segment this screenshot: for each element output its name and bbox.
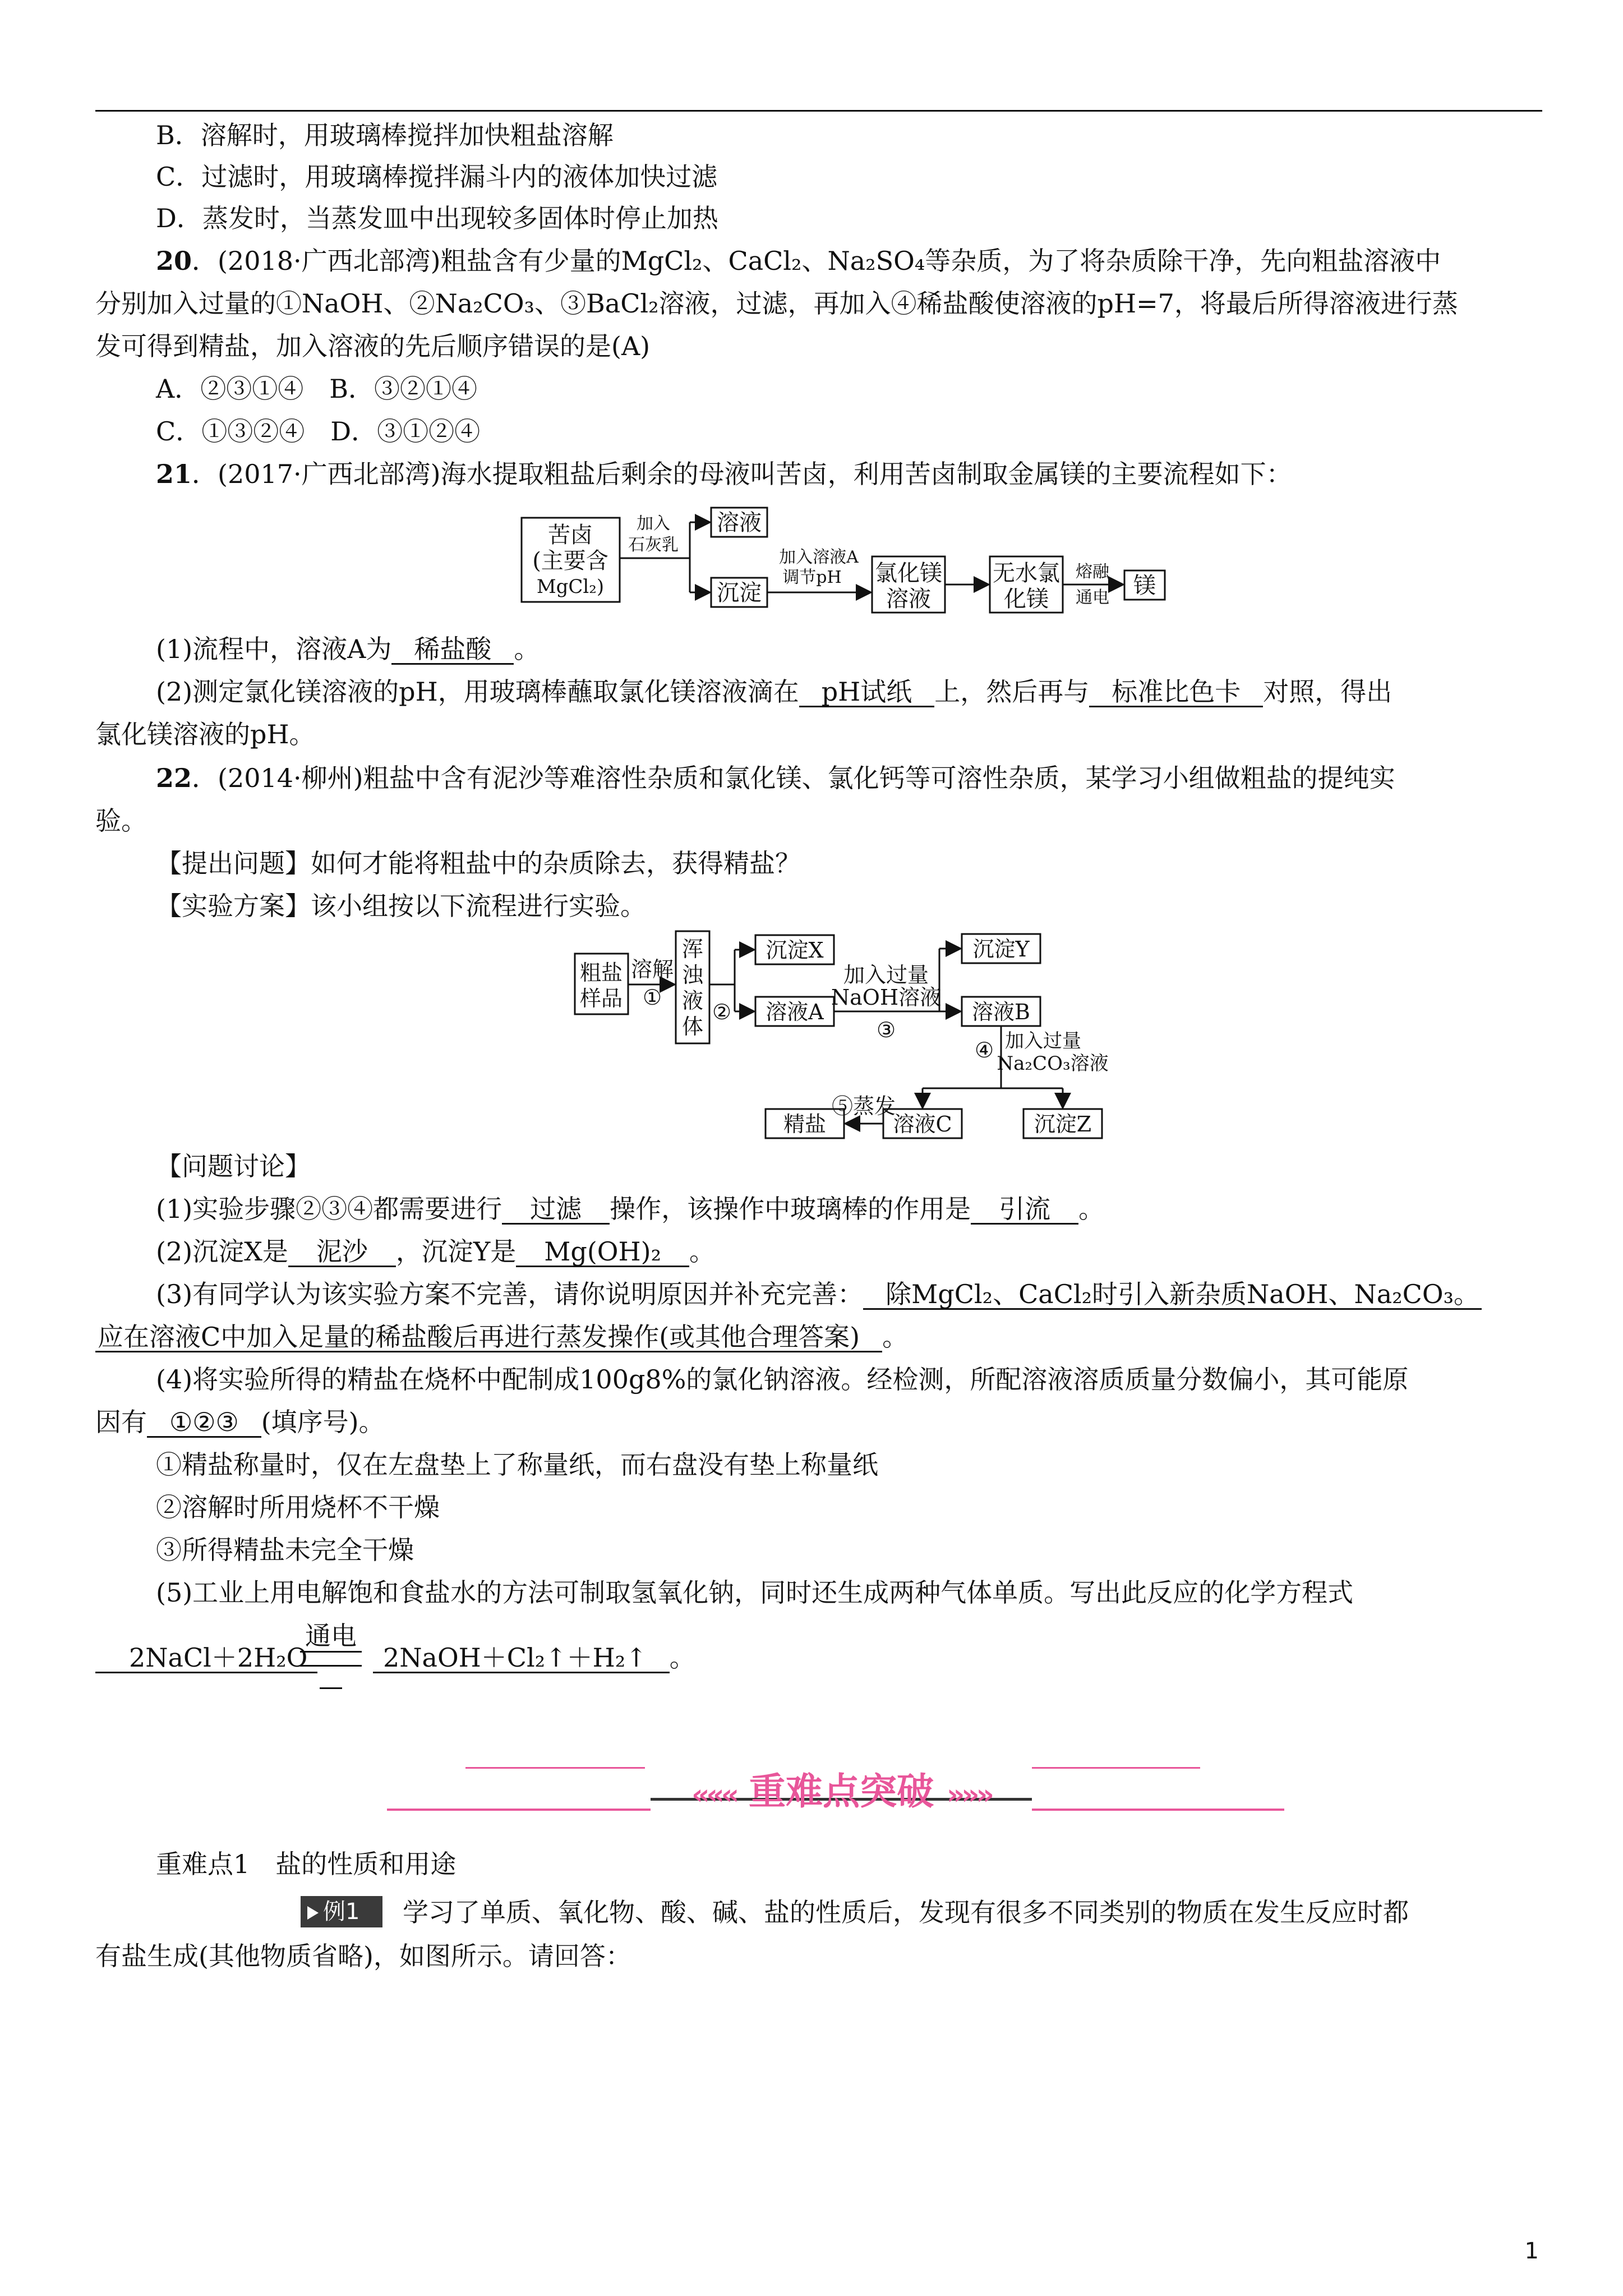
q22-d1-answer1: 过滤 [502, 1196, 610, 1225]
section-deco-line [387, 1809, 651, 1811]
flow-box-mg: 镁 [1133, 573, 1156, 599]
q20-line2: 分别加入过量的①NaOH、②Na₂CO₃、③BaCl₂溶液，过滤，再加入④稀盐酸使溶液的pH=7，将最后所得溶液进行蒸 [95, 288, 1458, 319]
q22-line2: 验。 [95, 806, 147, 836]
flow-box-chendian: 沉淀 [717, 580, 762, 606]
flow2-box-b: 溶液B [972, 1000, 1030, 1024]
play-triangle-icon [307, 1906, 319, 1920]
q22-d2-answer2: Mg(OH)₂ [516, 1239, 689, 1267]
q22-discuss-4-line1: (4)将实验所得的精盐在烧杯中配制成100g8%的氯化钠溶液。经检测，所配溶液溶质质量分数偏小，其可能原 [156, 1364, 1409, 1395]
flow2-box-y: 沉淀Y [972, 937, 1030, 961]
section-right-deco: »»» [946, 1778, 991, 1811]
example-line2: 有盐生成(其他物质省略)，如图所示。请回答： [95, 1941, 631, 1971]
flow-arrow1-label1: 加入 [637, 514, 670, 533]
flow2-step2: ② [712, 1000, 732, 1024]
flow-arrow2-label1: 加入溶液A [779, 547, 859, 567]
flow2-arrow1-label: 溶解 [630, 957, 674, 982]
flow-arrow3-label2: 通电 [1076, 588, 1109, 608]
q20-options-cd: C．①③②④ D．③①②④ [156, 416, 481, 447]
q20-number: 20 [156, 246, 192, 276]
option-c: C．过滤时，用玻璃棒搅拌漏斗内的液体加快过滤 [156, 162, 718, 192]
equation-right: 2NaOH＋Cl₂↑＋H₂↑ [373, 1645, 670, 1673]
flow2-box-x: 沉淀X [766, 938, 824, 963]
flow-arrow2-label2: 调节pH [782, 568, 842, 587]
example-badge: 例1 [301, 1896, 382, 1927]
flow2-arrow3-label2: NaOH溶液 [831, 985, 942, 1010]
q22-d4-option1: ①精盐称量时，仅在左盘垫上了称量纸，而右盘没有垫上称量纸 [156, 1450, 878, 1480]
q22-d2-answer1: 泥沙 [288, 1239, 396, 1267]
equation-condition: 通电 [305, 1621, 357, 1651]
q22-number: 22 [156, 763, 192, 793]
q21-part1: (1)流程中，溶液A为 稀盐酸 。 [156, 634, 540, 664]
flow2-box-turbid-4: 体 [681, 1014, 704, 1039]
flow-box-anhydrous-1: 无水氯 [993, 560, 1060, 586]
q22-equation-right: 2NaOH＋Cl₂↑＋H₂↑ 。 [373, 1645, 695, 1673]
flow-box-mgcl-2: 溶液 [886, 586, 931, 612]
flow2-box-salt: 精盐 [783, 1112, 827, 1137]
q22-d4-option3: ③所得精盐未完全干燥 [156, 1535, 414, 1565]
q22-discussion-title: 【问题讨论】 [156, 1151, 311, 1181]
q22-experiment-plan: 【实验方案】该小组按以下流程进行实验。 [156, 891, 646, 921]
q22-d3-answer2: 应在溶液C中加入足量的稀盐酸后再进行蒸发操作(或其他合理答案) [95, 1324, 882, 1352]
flow-box-kulu-2: (主要含 [532, 548, 608, 574]
q22-equation [95, 1642, 317, 1673]
q21-answer1: 稀盐酸 [391, 636, 514, 665]
q21-part2: (2)测定氯化镁溶液的pH，用玻璃棒蘸取氯化镁溶液滴在 pH试纸 上，然后再与 标准比色卡 对照，得出 [156, 677, 1393, 707]
q21-answer3: 标准比色卡 [1089, 679, 1263, 707]
section-deco-line [1032, 1809, 1284, 1811]
equation-base-bar [320, 1687, 342, 1689]
option-d: D．蒸发时，当蒸发皿中出现较多固体时停止加热 [156, 203, 718, 233]
q22-discuss-2: (2)沉淀X是 泥沙 ，沉淀Y是 Mg(OH)₂ 。 [156, 1236, 716, 1267]
flow-box-anhydrous-2: 化镁 [1004, 586, 1049, 612]
q20-options-ab: A．②③①④ B．③②①④ [156, 374, 478, 404]
q20-line3: 发可得到精盐，加入溶液的先后顺序错误的是(A) [95, 331, 651, 361]
q21-number: 21 [156, 459, 192, 489]
q22-line1: 22．(2014·柳州)粗盐中含有泥沙等难溶性杂质和氯化镁、氯化钙等可溶性杂质，某学习小组做粗盐的提纯实 [156, 763, 1395, 793]
q22-d4-option2: ②溶解时所用烧杯不干燥 [156, 1492, 440, 1522]
q22-discuss-4-line2: 因有 ①②③ (填序号)。 [95, 1407, 385, 1437]
equation-left: 2NaCl＋2H₂O [95, 1645, 317, 1673]
q22-flowchart [569, 928, 1147, 1150]
q21-part2-line2: 氯化镁溶液的pH。 [95, 719, 315, 749]
q21-flowchart [516, 502, 1178, 628]
equation-equals-sign [300, 1651, 362, 1667]
flow2-box-sample-1: 粗盐 [579, 960, 623, 985]
flow2-arrow5-label: ⑤蒸发 [831, 1094, 896, 1119]
q21-answer2: pH试纸 [799, 679, 935, 707]
q22-discuss-3-line2: 应在溶液C中加入足量的稀盐酸后再进行蒸发操作(或其他合理答案) 。 [95, 1324, 908, 1352]
flow2-box-z: 沉淀Z [1034, 1112, 1092, 1137]
q22-discuss-3: (3)有同学认为该实验方案不完善，请你说明原因并补充完善： 除MgCl₂、CaCl₂时引入新杂质NaOH、Na₂CO₃。 [156, 1281, 1482, 1310]
section-deco-line [465, 1767, 645, 1769]
section-left-deco: ««« [691, 1778, 736, 1811]
q22-discuss-5-line1: (5)工业上用电解饱和食盐水的方法可制取氢氧化钠，同时还生成两种气体单质。写出此反应的化学方程式 [156, 1577, 1354, 1608]
flow2-arrow3-label1: 加入过量 [843, 963, 929, 987]
flow2-box-turbid-3: 液 [681, 988, 704, 1013]
flow2-step3: ③ [876, 1018, 896, 1042]
example-line1: 学习了单质、氧化物、酸、碱、盐的性质后，发现有很多不同类别的物质在发生反应时都 [403, 1897, 1409, 1927]
flow-arrow1-label2: 石灰乳 [628, 535, 679, 555]
flow-box-rongye: 溶液 [717, 510, 762, 536]
q22-d3-answer1: 除MgCl₂、CaCl₂时引入新杂质NaOH、Na₂CO₃。 [863, 1281, 1482, 1310]
top-rule [95, 110, 1542, 112]
q21-line1: 21．(2017·广西北部湾)海水提取粗盐后剩余的母液叫苦卤，利用苦卤制取金属镁的主要流程如下： [156, 459, 1292, 489]
flow-box-kulu-1: 苦卤 [548, 522, 593, 548]
flow2-step4: ④ [974, 1038, 994, 1062]
section-deco-line [1032, 1767, 1200, 1769]
section-title: ««« 重难点突破 »»» [691, 1770, 991, 1813]
flow2-box-sample-2: 样品 [579, 986, 623, 1011]
flow2-arrow4-label2: Na₂CO₃溶液 [997, 1052, 1109, 1075]
flow-box-kulu-3: MgCl₂) [536, 576, 605, 598]
q22-discuss-1: (1)实验步骤②③④都需要进行 过滤 操作，该操作中玻璃棒的作用是 引流 。 [156, 1194, 1105, 1224]
flow2-box-a: 溶液A [766, 1000, 824, 1024]
flow2-box-turbid-2: 浊 [681, 963, 704, 987]
option-b: B．溶解时，用玻璃棒搅拌加快粗盐溶解 [156, 120, 614, 150]
key-point-1: 重难点1 盐的性质和用途 [156, 1849, 457, 1879]
flow2-arrow4-label1: 加入过量 [1005, 1030, 1081, 1052]
q20-line1: 20．(2018·广西北部湾)粗盐含有少量的MgCl₂、CaCl₂、Na₂SO₄等杂质，为了将杂质除干净，先向粗盐溶液中 [156, 246, 1441, 276]
flow-arrow3-label1: 熔融 [1076, 562, 1109, 582]
flow2-box-c: 溶液C [893, 1112, 952, 1137]
page-number: 1 [1524, 2238, 1539, 2264]
q22-d4-answer: ①②③ [147, 1409, 261, 1438]
q22-d1-answer2: 引流 [971, 1196, 1078, 1225]
flow2-step1: ① [642, 985, 662, 1010]
q22-raise-question: 【提出问题】如何才能将粗盐中的杂质除去，获得精盐？ [156, 848, 801, 878]
flow-box-mgcl-1: 氯化镁 [875, 560, 942, 586]
flow2-box-turbid-1: 浑 [681, 937, 704, 961]
